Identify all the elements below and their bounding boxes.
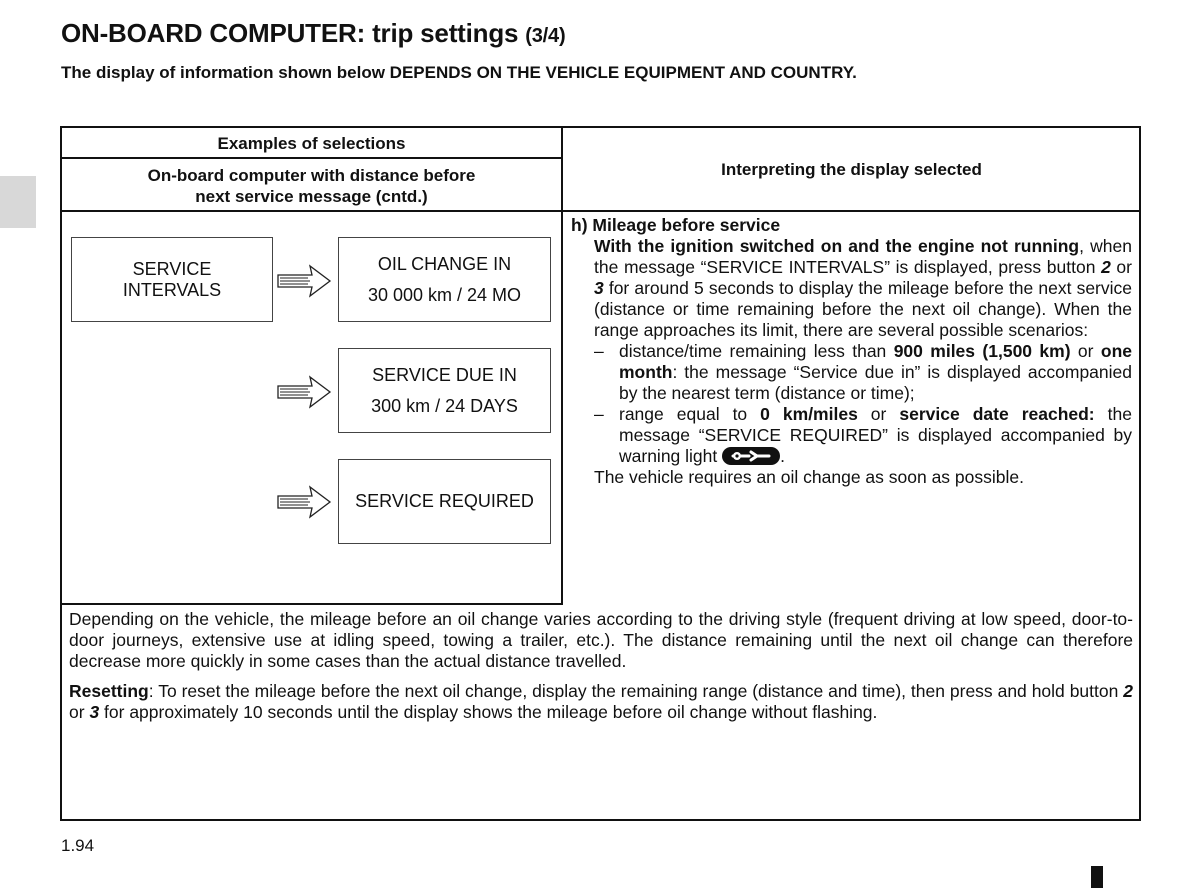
ignition-condition: With the ignition switched on and the engine not running	[594, 236, 1080, 256]
arrow-icon	[276, 375, 332, 409]
display-text: SERVICE REQUIRED	[355, 491, 534, 511]
interpretation-paragraph: With the ignition switched on and the engine not running, when the message “SERVICE INTERVALS” is displayed, press button 2 or 3 for around 5 seconds to display the mileage before the next service (distance or time remaining before the next oil change). When the range approaches its limit, there are several possible scenarios:	[594, 236, 1133, 340]
reset-label: Resetting	[69, 681, 149, 701]
col1-subheader-line1: On-board computer with distance before	[147, 166, 476, 185]
scenario-item: – distance/time remaining less than 900 miles (1,500 km) or one month: the message “Service due in” is displayed accompanied by the nearest term (distance or time);	[594, 341, 1133, 403]
footnote	[69, 609, 1133, 732]
column-divider	[561, 127, 563, 605]
display-service-due	[338, 348, 551, 433]
display-text: SERVICE	[132, 258, 212, 279]
section-tab	[0, 176, 36, 228]
col1-subheader-line2: next service message (cntd.)	[195, 187, 428, 206]
button-2-ref: 2	[1101, 257, 1111, 277]
interpretation-text	[571, 215, 1132, 488]
page-edge-mark	[1091, 866, 1103, 888]
header-divider	[61, 157, 562, 159]
arrow-icon	[276, 485, 332, 519]
page-subtitle: The display of information shown below DEPENDS ON THE VEHICLE EQUIPMENT AND COUNTRY.	[61, 63, 857, 82]
display-oil-change	[338, 237, 551, 322]
display-text: 300 km / 24 DAYS	[371, 395, 518, 416]
col2-header: Interpreting the display selected	[721, 160, 982, 179]
display-text: INTERVALS	[122, 279, 222, 300]
header-bottom-rule	[61, 210, 1140, 212]
title-text: ON-BOARD COMPUTER: trip settings	[61, 18, 519, 48]
display-service-intervals	[71, 237, 273, 322]
final-note: The vehicle requires an oil change as soon as possible.	[594, 467, 1024, 487]
wrench-warning-icon	[722, 447, 780, 465]
display-text: OIL CHANGE IN	[377, 253, 512, 274]
section-heading: h) Mileage before service	[571, 215, 781, 235]
examples-bottom-rule	[61, 603, 563, 605]
button-3-ref: 3	[594, 278, 604, 298]
mileage-note: Depending on the vehicle, the mileage before an oil change varies according to the driving style (frequent driving at low speed, door-to-door journeys, extensive use at idling speed, towing a trailer, etc.). The distance remaining until the next oil change can therefore decrease more quickly in some cases than the actual distance travelled.	[69, 609, 1133, 671]
display-text: SERVICE DUE IN	[372, 364, 517, 385]
display-text: 30 000 km / 24 MO	[367, 284, 522, 305]
scenario-item: – range equal to 0 km/miles or service date reached: the message “SERVICE REQUIRED” is displayed accompanied by warning light .	[594, 404, 1132, 466]
reset-instructions: Resetting: To reset the mileage before the next oil change, display the remaining range (distance and time), then press and hold button 2 or 3 for approximately 10 seconds until the display shows the mileage before oil change without flashing.	[69, 681, 1133, 722]
col1-subheader	[62, 165, 561, 207]
page-title	[61, 18, 565, 49]
arrow-icon	[276, 264, 332, 298]
col1-header: Examples of selections	[217, 134, 406, 153]
display-service-required	[338, 459, 551, 544]
page-number: 1.94	[61, 836, 95, 855]
title-part: (3/4)	[525, 25, 566, 47]
